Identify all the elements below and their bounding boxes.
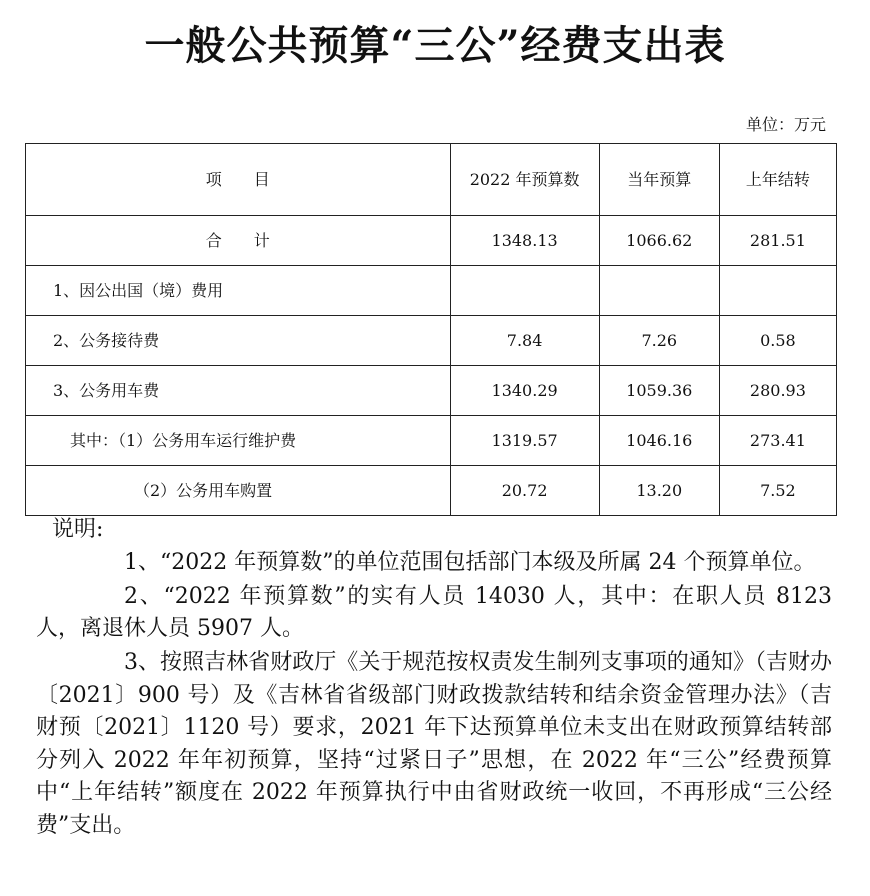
header-carryover: 上年结转 [719, 144, 836, 216]
table-row-vehicles [26, 366, 837, 416]
cell-carryover: 7.52 [719, 466, 836, 516]
note-paragraph-1: 1、“2022 年预算数”的单位范围包括部门本级及所属 24 个预算单位。 [124, 549, 816, 575]
row-label: （2）公务用车购置 [26, 466, 451, 516]
notes-heading: 说明: [52, 517, 104, 542]
note-paragraph-3: 3、按照吉林省财政厅《关于规范按权责发生制列支事项的通知》（吉财办〔2021〕900 号）及《吉林省省级部门财政拨款结转和结余资金管理办法》（吉财预〔2021〕1120 号）要求，2021 年下达预算单位未支出在财政预算结转部分列入 2022 年年初预算，坚持“过紧日子”思想，在 2022 年“三公”经费预算中“上年结转”额度在 2022 年预算执行中由省财政统一收回，不再形成“三公经费”支出。 [36, 650, 832, 838]
cell-budget-2022: 7.84 [450, 316, 599, 366]
three-public-expenses-table [25, 143, 837, 516]
table-row-overseas-travel [26, 266, 837, 316]
cell-carryover: 280.93 [719, 366, 836, 416]
cell-current-year: 1066.62 [599, 216, 719, 266]
table-row-total [26, 216, 837, 266]
cell-budget-2022: 1319.57 [450, 416, 599, 466]
cell-current-year: 13.20 [599, 466, 719, 516]
table-header-row [26, 144, 837, 216]
notes-section [36, 514, 832, 844]
row-label: 2、公务接待费 [26, 316, 451, 366]
row-label: 3、公务用车费 [26, 366, 451, 416]
header-budget-2022: 2022 年预算数 [450, 144, 599, 216]
row-label: 合 计 [26, 216, 451, 266]
header-item: 项 目 [26, 144, 451, 216]
cell-carryover [719, 266, 836, 316]
table-row-vehicle-maintenance [26, 416, 837, 466]
cell-budget-2022: 1348.13 [450, 216, 599, 266]
row-label: 其中：（1）公务用车运行维护费 [26, 416, 451, 466]
cell-budget-2022: 20.72 [450, 466, 599, 516]
table-row-reception [26, 316, 837, 366]
cell-current-year: 7.26 [599, 316, 719, 366]
cell-carryover: 273.41 [719, 416, 836, 466]
cell-current-year: 1059.36 [599, 366, 719, 416]
table-row-vehicle-purchase [26, 466, 837, 516]
unit-label: 单位：万元 [745, 115, 826, 134]
row-label: 1、因公出国（境）费用 [26, 266, 451, 316]
page-title: 一般公共预算“三公”经费支出表 [144, 22, 726, 69]
cell-current-year: 1046.16 [599, 416, 719, 466]
cell-budget-2022: 1340.29 [450, 366, 599, 416]
cell-carryover: 281.51 [719, 216, 836, 266]
cell-carryover: 0.58 [719, 316, 836, 366]
note-paragraph-2: 2、“2022 年预算数”的实有人员 14030 人，其中：在职人员 8123 人，离退休人员 5907 人。 [36, 583, 832, 642]
header-current-year: 当年预算 [599, 144, 719, 216]
cell-budget-2022 [450, 266, 599, 316]
cell-current-year [599, 266, 719, 316]
